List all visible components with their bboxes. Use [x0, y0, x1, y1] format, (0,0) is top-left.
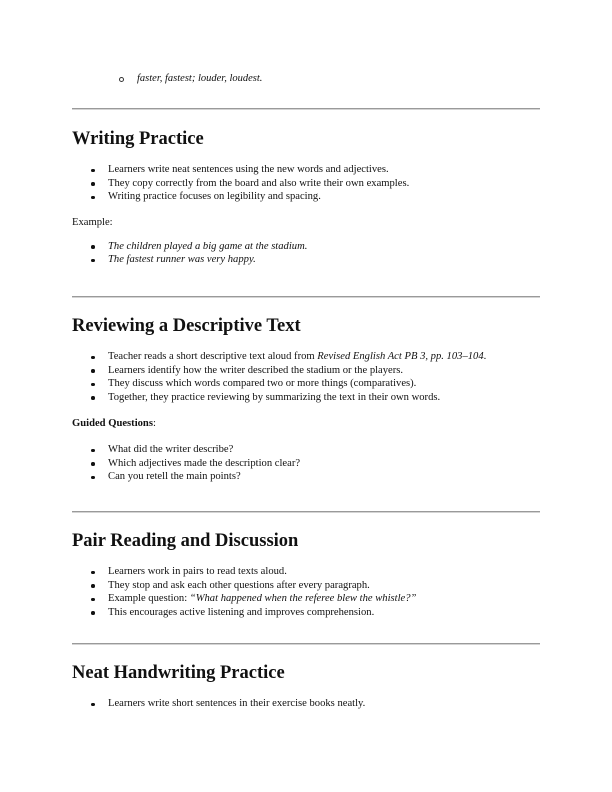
guided-questions-title: Guided Questions [72, 418, 153, 429]
list-item: Can you retell the main points? [72, 470, 540, 484]
list-item: Learners write neat sentences using the new words and adjectives. [72, 163, 540, 177]
list-item: Learners work in pairs to read texts aloud. [72, 565, 540, 579]
list-item: What did the writer describe? [72, 443, 540, 457]
section-divider [72, 108, 540, 110]
section-heading: Writing Practice [72, 129, 204, 149]
section-writing-practice [72, 128, 540, 267]
example-question: “What happened when the referee blew the whistle?” [189, 593, 417, 604]
section-divider [72, 643, 540, 645]
list-item: This encourages active listening and improves comprehension. [72, 606, 540, 620]
question-list [72, 443, 540, 484]
list-item: The fastest runner was very happy. [72, 253, 540, 267]
list-item: Learners write short sentences in their exercise books neatly. [72, 697, 540, 711]
list-item: They copy correctly from the board and also write their own examples. [72, 177, 540, 191]
section-divider [72, 511, 540, 513]
section-pair-reading [72, 530, 540, 619]
sublist-item: faster, fastest; louder, loudest. [119, 72, 262, 85]
list-item: Together, they practice reviewing by summarizing the text in their own words. [72, 391, 540, 405]
bullet-list [72, 163, 540, 204]
list-item-text: Teacher reads a short descriptive text aloud from [108, 351, 318, 362]
comparatives-sublist [119, 72, 262, 85]
list-item: Which adjectives made the description clear? [72, 457, 540, 471]
list-item-text: . [483, 351, 487, 362]
list-item: Learners identify how the writer described the stadium or the players. [72, 364, 540, 378]
list-item-text: Example question: [108, 593, 190, 604]
book-reference: Revised English Act PB 3, pp. 103–104 [317, 351, 484, 362]
section-neat-handwriting [72, 662, 540, 711]
section-divider [72, 296, 540, 298]
list-item [72, 592, 540, 606]
section-reviewing-descriptive-text [72, 315, 540, 484]
bullet-list [72, 697, 540, 711]
bullet-list [72, 565, 540, 619]
list-item: They stop and ask each other questions after every paragraph. [72, 579, 540, 593]
bullet-list [72, 350, 540, 404]
list-item [72, 350, 540, 364]
list-item: Writing practice focuses on legibility and spacing. [72, 190, 540, 204]
list-item: They discuss which words compared two or more things (comparatives). [72, 377, 540, 391]
example-label: Example: [72, 216, 113, 228]
example-list [72, 240, 540, 267]
list-item: The children played a big game at the stadium. [72, 240, 540, 254]
label-colon: : [152, 418, 156, 429]
section-heading: Pair Reading and Discussion [72, 531, 299, 551]
section-heading: Reviewing a Descriptive Text [72, 316, 301, 336]
section-heading: Neat Handwriting Practice [72, 663, 285, 683]
guided-questions-label [72, 417, 540, 430]
